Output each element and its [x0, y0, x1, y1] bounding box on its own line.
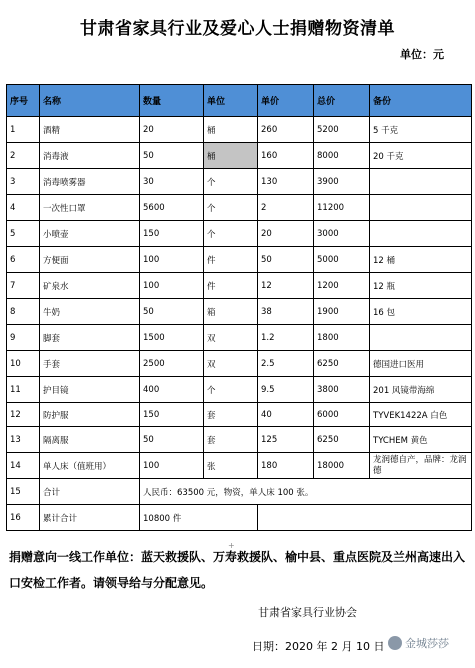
cell-remarks: 201 风镜带海绵	[370, 377, 472, 403]
cell-name: 消毒液	[40, 143, 140, 169]
cell-index: 5	[7, 221, 40, 247]
cumulative-row	[7, 505, 472, 531]
cell-unit-price: 125	[258, 427, 314, 453]
cell-quantity: 30	[140, 169, 204, 195]
cell-name: 防护服	[40, 403, 140, 427]
table-row	[7, 247, 472, 273]
table-row	[7, 195, 472, 221]
cell-total-price: 5200	[314, 117, 370, 143]
cell-total-price: 3900	[314, 169, 370, 195]
cell-total-price: 1900	[314, 299, 370, 325]
cell-quantity: 20	[140, 117, 204, 143]
cell-quantity: 50	[140, 427, 204, 453]
cumulative-empty	[258, 505, 472, 531]
cell-quantity: 150	[140, 221, 204, 247]
cell-unit-price: 180	[258, 453, 314, 479]
header-quantity: 数量	[140, 85, 204, 117]
cell-quantity: 100	[140, 453, 204, 479]
cell-index: 4	[7, 195, 40, 221]
cell-index: 6	[7, 247, 40, 273]
cell-name: 单人床（值班用）	[40, 453, 140, 479]
cell-name: 矿泉水	[40, 273, 140, 299]
watermark	[388, 635, 449, 651]
document-title: 甘肃省家具行业及爱心人士捐赠物资清单	[80, 19, 395, 39]
cell-unit-price: 160	[258, 143, 314, 169]
currency-unit: 单位：元	[400, 48, 444, 61]
table-row	[7, 299, 472, 325]
cumulative-label: 累计合计	[40, 505, 140, 531]
cell-name: 小喷壶	[40, 221, 140, 247]
cell-index: 16	[7, 505, 40, 531]
cell-unit-price: 130	[258, 169, 314, 195]
cell-total-price: 3000	[314, 221, 370, 247]
cell-unit: 个	[204, 169, 258, 195]
cell-name: 一次性口罩	[40, 195, 140, 221]
cell-unit-price: 9.5	[258, 377, 314, 403]
cell-remarks	[370, 325, 472, 351]
total-row	[7, 479, 472, 505]
cell-name: 牛奶	[40, 299, 140, 325]
cell-index: 2	[7, 143, 40, 169]
cell-index: 9	[7, 325, 40, 351]
cell-unit-price: 20	[258, 221, 314, 247]
cell-total-price: 6250	[314, 427, 370, 453]
cell-total-price: 6000	[314, 403, 370, 427]
cell-total-price: 8000	[314, 143, 370, 169]
cell-index: 14	[7, 453, 40, 479]
cell-remarks: 20 千克	[370, 143, 472, 169]
table-header-row	[7, 85, 472, 117]
donation-destination-text: 捐赠意向一线工作单位：蓝天救援队、万寿救援队、榆中县、重点医院及兰州高速出入口安检工作者。请领导给与分配意见。	[9, 550, 466, 590]
cell-unit: 套	[204, 403, 258, 427]
cumulative-value: 10800 件	[140, 505, 258, 531]
table-row	[7, 117, 472, 143]
cell-remarks	[370, 221, 472, 247]
table-row	[7, 143, 472, 169]
cell-name: 护目镜	[40, 377, 140, 403]
cell-name: 消毒喷雾器	[40, 169, 140, 195]
cell-name: 手套	[40, 351, 140, 377]
cell-name: 酒精	[40, 117, 140, 143]
cell-quantity: 1500	[140, 325, 204, 351]
donation-table	[6, 84, 472, 531]
cell-total-price: 18000	[314, 453, 370, 479]
cell-unit: 双	[204, 351, 258, 377]
header-index: 序号	[7, 85, 40, 117]
header-total-price: 总价	[314, 85, 370, 117]
table-row	[7, 221, 472, 247]
cell-quantity: 100	[140, 247, 204, 273]
table-row	[7, 427, 472, 453]
cell-unit: 件	[204, 247, 258, 273]
cell-name: 脚套	[40, 325, 140, 351]
cell-remarks: 12 瓶	[370, 273, 472, 299]
cell-index: 13	[7, 427, 40, 453]
cell-total-price: 3800	[314, 377, 370, 403]
cell-unit: 箱	[204, 299, 258, 325]
cell-unit: 个	[204, 221, 258, 247]
cell-remarks	[370, 169, 472, 195]
cell-quantity: 5600	[140, 195, 204, 221]
table-row	[7, 273, 472, 299]
cell-quantity: 2500	[140, 351, 204, 377]
cell-unit-price: 12	[258, 273, 314, 299]
cell-total-price: 1800	[314, 325, 370, 351]
cell-index: 7	[7, 273, 40, 299]
cell-quantity: 150	[140, 403, 204, 427]
organization-name: 甘肃省家具行业协会	[258, 606, 357, 619]
cell-remarks: 16 包	[370, 299, 472, 325]
cell-unit: 套	[204, 427, 258, 453]
header-remarks: 备份	[370, 85, 472, 117]
cell-remarks: TYCHEM 黄色	[370, 427, 472, 453]
cell-remarks: TYVEK1422A 白色	[370, 403, 472, 427]
cell-total-price: 11200	[314, 195, 370, 221]
cell-unit-price: 1.2	[258, 325, 314, 351]
header-unit-price: 单价	[258, 85, 314, 117]
header-name: 名称	[40, 85, 140, 117]
cell-unit: 双	[204, 325, 258, 351]
cell-unit: 张	[204, 453, 258, 479]
cell-index: 12	[7, 403, 40, 427]
cell-unit-selected[interactable]: 桶	[204, 143, 258, 169]
table-row	[7, 453, 472, 479]
wechat-avatar-icon	[388, 636, 402, 650]
cell-quantity: 400	[140, 377, 204, 403]
table-row	[7, 325, 472, 351]
watermark-label: 金城莎莎	[405, 637, 449, 650]
cell-unit: 个	[204, 195, 258, 221]
cell-remarks	[370, 195, 472, 221]
cell-unit-price: 260	[258, 117, 314, 143]
cell-total-price: 5000	[314, 247, 370, 273]
document-date: 日期：2020 年 2 月 10 日	[252, 640, 385, 653]
cell-index: 10	[7, 351, 40, 377]
cell-unit-price: 40	[258, 403, 314, 427]
total-value: 人民币：63500 元，物资，单人床 100 张。	[140, 479, 472, 505]
cell-quantity: 50	[140, 143, 204, 169]
total-label: 合计	[40, 479, 140, 505]
table-row	[7, 351, 472, 377]
cell-total-price: 6250	[314, 351, 370, 377]
cell-unit-price: 38	[258, 299, 314, 325]
cell-remarks: 德国进口医用	[370, 351, 472, 377]
cell-remarks: 龙润德自产，品牌：龙润德	[370, 453, 472, 479]
cell-remarks: 5 千克	[370, 117, 472, 143]
table-row	[7, 169, 472, 195]
cell-name: 隔离服	[40, 427, 140, 453]
page-marker: +	[228, 541, 235, 550]
cell-index: 1	[7, 117, 40, 143]
cell-index: 3	[7, 169, 40, 195]
header-unit: 单位	[204, 85, 258, 117]
cell-unit: 件	[204, 273, 258, 299]
cell-total-price: 1200	[314, 273, 370, 299]
cell-unit: 个	[204, 377, 258, 403]
table-row	[7, 377, 472, 403]
cell-name: 方便面	[40, 247, 140, 273]
cell-unit-price: 2.5	[258, 351, 314, 377]
table-row	[7, 403, 472, 427]
cell-quantity: 100	[140, 273, 204, 299]
cell-quantity: 50	[140, 299, 204, 325]
cell-unit-price: 2	[258, 195, 314, 221]
cell-index: 11	[7, 377, 40, 403]
cell-index: 8	[7, 299, 40, 325]
cell-unit-price: 50	[258, 247, 314, 273]
cell-remarks: 12 桶	[370, 247, 472, 273]
cell-unit: 桶	[204, 117, 258, 143]
cell-index: 15	[7, 479, 40, 505]
